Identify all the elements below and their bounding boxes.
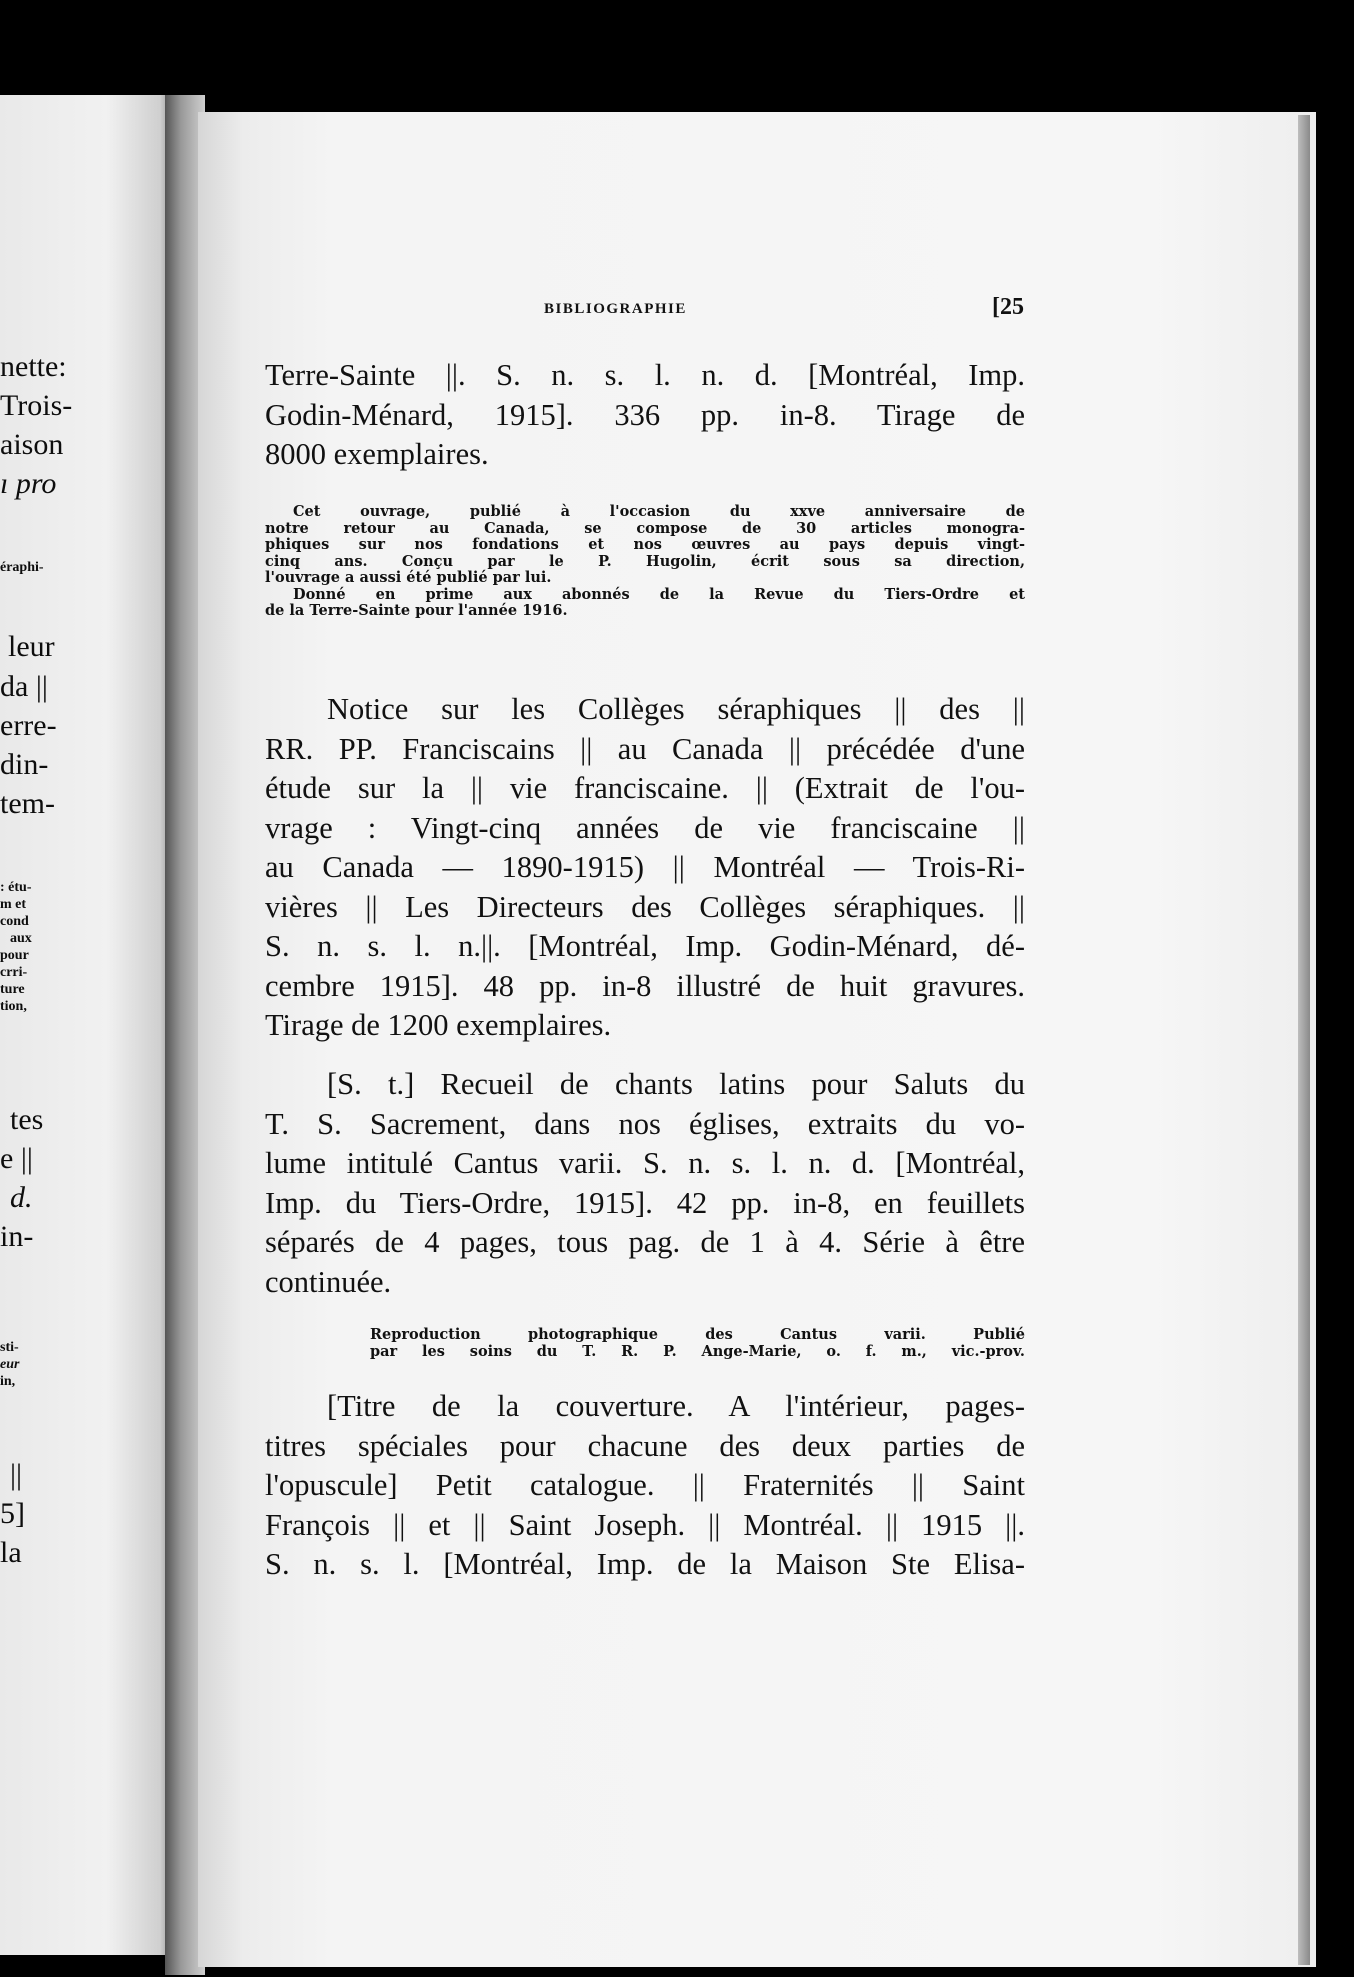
left-text: in, bbox=[0, 1374, 16, 1389]
entry-note bbox=[265, 504, 1025, 620]
left-text: m et bbox=[0, 897, 27, 912]
entry-line: S. n. s. l. [Montréal, Imp. de la Maison Ste Elisa- bbox=[265, 1547, 1025, 1581]
note-line: de la Terre-Sainte pour l'année 1916. bbox=[265, 602, 568, 619]
bibliography-entry bbox=[265, 1065, 1025, 1302]
entry-line: Imp. du Tiers-Ordre, 1915]. 42 pp. in-8, en feuillets bbox=[265, 1185, 1025, 1220]
note-line: Donné en prime aux abonnés de la Revue du Tiers-Ordre et bbox=[293, 585, 1025, 603]
page-number: [25 bbox=[992, 294, 1024, 320]
left-text: Trois- bbox=[0, 389, 73, 422]
entry-line: au Canada — 1890-1915) || Montréal — Trois-Ri- bbox=[265, 850, 1025, 884]
left-text: leur bbox=[8, 630, 55, 663]
left-text: tion, bbox=[0, 999, 27, 1014]
entry-line: vières || Les Directeurs des Collèges séraphiques. || bbox=[265, 889, 1025, 924]
entry-line: Terre-Sainte ||. S. n. s. l. n. d. [Montréal, Imp. bbox=[265, 358, 1025, 392]
left-page bbox=[0, 95, 178, 1955]
entry-note bbox=[370, 1327, 1025, 1360]
entry-line: vrage : Vingt-cinq années de vie franciscaine || bbox=[265, 810, 1025, 845]
entry-line: 8000 exemplaires. bbox=[265, 437, 489, 471]
entry-line: Tirage de 1200 exemplaires. bbox=[265, 1008, 612, 1042]
page-edge bbox=[1298, 115, 1310, 1965]
note-line: phiques sur nos fondations et nos œuvres au pays depuis vingt- bbox=[265, 536, 1025, 553]
bibliography-entry bbox=[265, 1387, 1025, 1585]
left-text: din- bbox=[0, 748, 49, 781]
left-text: tem- bbox=[0, 787, 55, 820]
left-text: || bbox=[10, 1458, 23, 1491]
left-text: aison bbox=[0, 428, 64, 461]
note-line: Reproduction photographique des Cantus varii. Publié bbox=[370, 1326, 1025, 1343]
entry-line: titres spéciales pour chacune des deux parties de bbox=[265, 1428, 1025, 1463]
entry-line: [S. t.] Recueil de chants latins pour Saluts du bbox=[327, 1067, 1025, 1101]
entry-line: François || et || Saint Joseph. || Montréal. || 1915 ||. bbox=[265, 1507, 1025, 1542]
left-text: e || bbox=[0, 1142, 33, 1175]
entry-line: Godin-Ménard, 1915]. 336 pp. in-8. Tirage de bbox=[265, 397, 1025, 432]
left-text: 5] bbox=[0, 1497, 25, 1530]
entry-line: S. n. s. l. n.||. [Montréal, Imp. Godin-Ménard, dé- bbox=[265, 929, 1025, 963]
entry-line: cembre 1915]. 48 pp. in-8 illustré de huit gravures. bbox=[265, 968, 1025, 1003]
left-text: ı pro bbox=[0, 467, 57, 500]
left-text: cond bbox=[0, 914, 29, 929]
left-text: éraphi- bbox=[0, 560, 44, 575]
running-title: BIBLIOGRAPHIE bbox=[544, 301, 687, 317]
left-text: : étu- bbox=[0, 880, 32, 895]
left-text: ture bbox=[0, 982, 25, 997]
entry-line: séparés de 4 pages, tous pag. de 1 à 4. Série à être bbox=[265, 1225, 1025, 1259]
left-text: nette: bbox=[0, 350, 67, 383]
entry-line: Notice sur les Collèges séraphiques || des || bbox=[327, 692, 1025, 726]
note-line: notre retour au Canada, se compose de 30 articles monogra- bbox=[265, 519, 1025, 537]
note-line: l'ouvrage a aussi été publié par lui. bbox=[265, 569, 552, 586]
note-line: Cet ouvrage, publié à l'occasion du xxve anniversaire de bbox=[293, 503, 1025, 520]
note-line: cinq ans. Conçu par le P. Hugolin, écrit sous sa direction, bbox=[265, 552, 1025, 570]
entry-line: continuée. bbox=[265, 1264, 392, 1299]
left-text: la bbox=[0, 1536, 22, 1569]
entry-line: RR. PP. Franciscains || au Canada || précédée d'une bbox=[265, 731, 1025, 766]
left-text: in- bbox=[0, 1220, 34, 1253]
left-text: tes bbox=[10, 1103, 44, 1136]
entry-line: l'opuscule] Petit catalogue. || Fraternités || Saint bbox=[265, 1468, 1025, 1502]
left-text: d. bbox=[10, 1181, 33, 1214]
left-text: crri- bbox=[0, 965, 28, 980]
running-header bbox=[544, 294, 1024, 320]
bibliography-entry bbox=[265, 690, 1025, 1046]
entry-line: [Titre de la couverture. A l'intérieur, pages- bbox=[327, 1389, 1025, 1423]
left-text: sti- bbox=[0, 1340, 19, 1355]
left-text: da || bbox=[0, 670, 48, 703]
left-text: erre- bbox=[0, 709, 57, 742]
note-line: par les soins du T. R. P. Ange-Marie, o. f. m., vic.-prov. bbox=[370, 1342, 1025, 1360]
left-text: eur bbox=[0, 1357, 20, 1372]
bibliography-entry bbox=[265, 356, 1025, 475]
left-text: pour bbox=[0, 948, 29, 963]
entry-line: étude sur la || vie franciscaine. || (Extrait de l'ou- bbox=[265, 771, 1025, 805]
entry-line: T. S. Sacrement, dans nos églises, extraits du vo- bbox=[265, 1106, 1025, 1141]
left-text: aux bbox=[10, 931, 32, 946]
entry-line: lume intitulé Cantus varii. S. n. s. l. n. d. [Montréal, bbox=[265, 1146, 1025, 1180]
